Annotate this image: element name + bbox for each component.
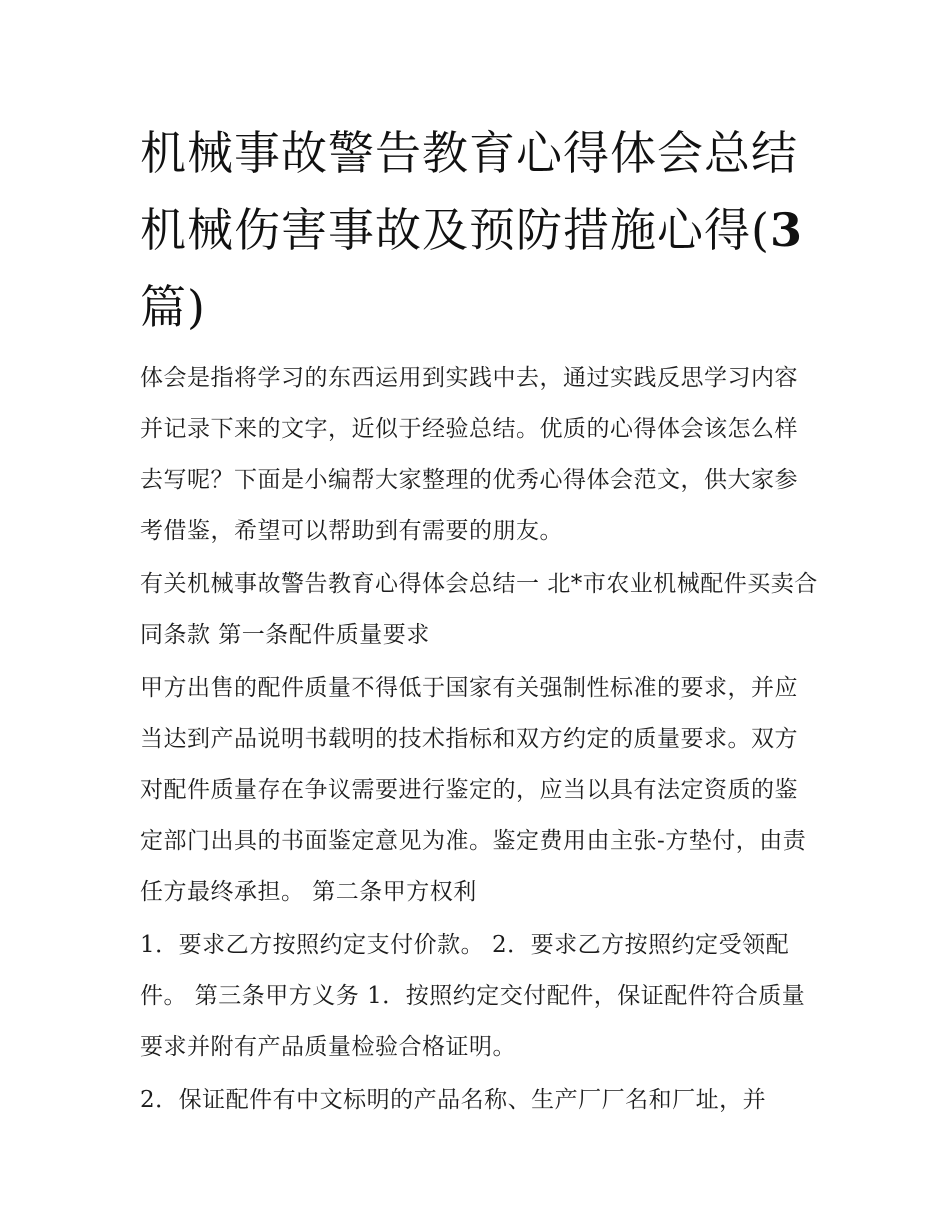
title-end: 篇) bbox=[140, 280, 206, 334]
paragraph-contract-heading: 有关机械事故警告教育心得体会总结一 北*市农业机械配件买卖合同条款 第一条配件质量要求 bbox=[140, 571, 818, 648]
paragraph-intro: 体会是指将学习的东西运用到实践中去，通过实践反思学习内容并记录下来的文字，近似于经验总结。优质的心得体会该怎么样去写呢？下面是小编帮大家整理的优秀心得体会范文，供大家参考借鉴，希望可以帮助到有需要的朋友。 bbox=[140, 365, 798, 544]
document-title bbox=[140, 115, 820, 346]
paragraph-obligations: 2．保证配件有中文标明的产品名称、生产厂厂名和厂址，并 bbox=[140, 1087, 767, 1113]
document-body bbox=[140, 353, 820, 1128]
title-number: 3 bbox=[769, 203, 803, 257]
paragraph-rights: 1．要求乙方按照约定支付价款。 2．要求乙方按照约定受领配件。 第三条甲方义务 1．按照约定交付配件，保证配件符合质量要求并附有产品质量检验合格证明。 bbox=[140, 932, 806, 1060]
paragraph-quality: 甲方出售的配件质量不得低于国家有关强制性标准的要求，并应当达到产品说明书载明的技术指标和双方约定的质量要求。双方对配件质量存在争议需要进行鉴定的，应当以具有法定资质的鉴定部门出具的书面鉴定意见为准。鉴定费用由主张-方垫付，由责任方最终承担。 第二条甲方权利 bbox=[140, 675, 807, 905]
title-main: 机械事故警告教育心得体会总结 机械伤害事故及预防措施心得( bbox=[140, 126, 798, 257]
